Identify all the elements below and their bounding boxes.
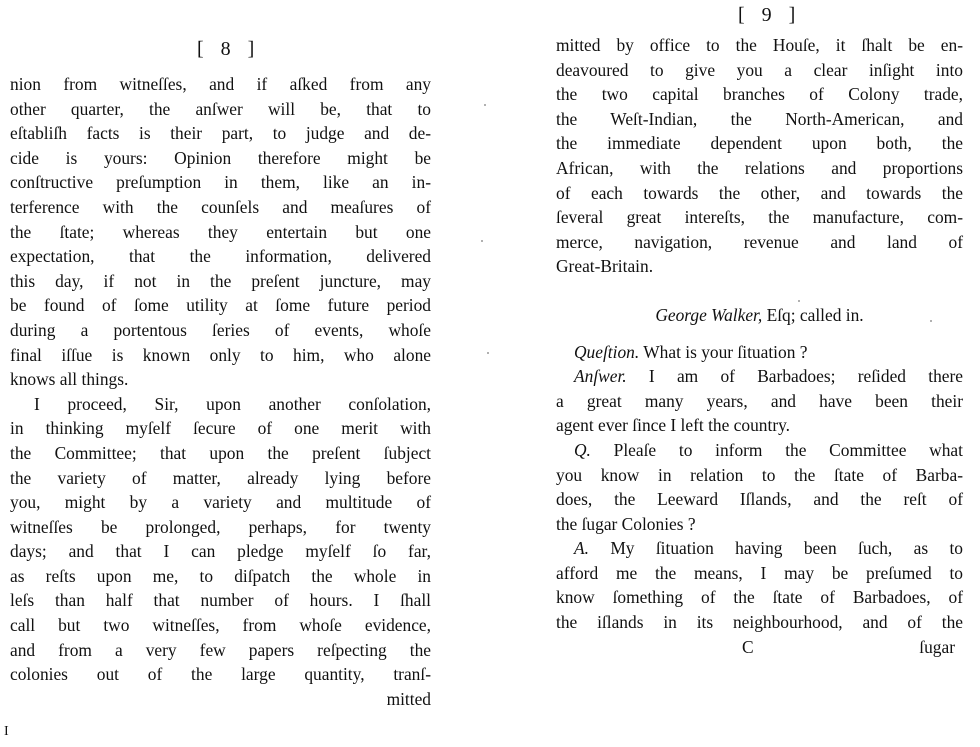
text-line: you know in relation to the ſtate of Barba- xyxy=(556,464,963,485)
text-line: eſtabliſh facts is their part, to judge and de- xyxy=(10,123,431,144)
text-line: agent ever ſince I left the country. xyxy=(556,415,791,436)
paper-speck xyxy=(487,352,489,354)
spacer xyxy=(556,328,963,340)
text-line: knows all things. xyxy=(10,369,129,390)
text-line: leſs than half that number of hours. I ſhall xyxy=(10,590,431,611)
text-line: in thinking myſelf ſecure of one merit with xyxy=(10,418,431,439)
left-page-text xyxy=(10,72,431,711)
page-footer xyxy=(556,635,963,660)
witness-name: George Walker, xyxy=(655,304,763,325)
text-line: I proceed, Sir, upon another conſolation, xyxy=(34,393,431,414)
paper-speck xyxy=(484,104,486,106)
question-text: What is your ſituation ? xyxy=(639,341,808,362)
text-line: know ſomething of the ſtate of Barbadoes, of xyxy=(556,587,963,608)
paper-speck xyxy=(930,320,932,322)
text-line: days; and that I can pledge myſelf ſo far, xyxy=(10,541,431,562)
paper-speck xyxy=(481,240,483,242)
corner-mark: I xyxy=(4,724,9,739)
text-line: during a portentous ſeries of events, whoſe xyxy=(10,319,431,340)
text-line: the ſtate; whereas they entertain but one xyxy=(10,221,431,242)
text-line: mitted by office to the Houſe, it ſhalt be en- xyxy=(556,35,963,55)
text-line: you, might by a variety and multitude of xyxy=(10,492,431,513)
question-label: Q. xyxy=(574,439,591,460)
text-line: cide is yours: Opinion therefore might be xyxy=(10,147,431,168)
text-line: Great-Britain. xyxy=(556,256,654,277)
catchword-left: mitted xyxy=(386,688,431,709)
catchword-right: ſugar xyxy=(919,636,955,657)
question-line xyxy=(556,340,963,365)
text-line: deavoured to give you a clear inſight into xyxy=(556,59,963,80)
text-line: be found of ſome utility at ſome future period xyxy=(10,295,431,316)
answer-line xyxy=(556,364,963,389)
text-line: witneſſes be prolonged, perhaps, for twenty xyxy=(10,516,431,537)
text-line: call but two witneſſes, from whoſe evidence, xyxy=(10,615,431,636)
page-number-left: [ 8 ] xyxy=(197,38,261,60)
text-line: the Weſt-Indian, the North-American, and xyxy=(556,108,963,129)
text-line: the immediate dependent upon both, the xyxy=(556,133,963,154)
text-line: the variety of matter, already lying before xyxy=(10,467,431,488)
text-line: colonies out of the large quantity, tranſ- xyxy=(10,664,431,685)
text-line: expectation, that the information, delivered xyxy=(10,246,431,267)
page-number-right: [ 9 ] xyxy=(738,4,802,26)
right-page xyxy=(490,0,980,747)
witness-called: Eſq; called in. xyxy=(762,304,864,325)
text-line: other quarter, the anſwer will be, that to xyxy=(10,98,431,119)
text-line: as reſts upon me, to diſpatch the whole in xyxy=(10,565,431,586)
signature-mark: C xyxy=(742,636,754,657)
text-line: the two capital branches of Colony trade, xyxy=(556,84,963,105)
text-line: terference with the counſels and meaſures of xyxy=(10,196,431,217)
text-line: final iſſue is known only to him, who alone xyxy=(10,344,431,365)
text-line: a great many years, and have been their xyxy=(556,390,963,411)
text-line: the Committee; that upon the preſent ſubject xyxy=(10,442,431,463)
paper-speck xyxy=(798,300,800,302)
text-line: the ſugar Colonies ? xyxy=(556,513,696,534)
answer-line xyxy=(556,536,963,561)
spacer xyxy=(556,279,963,303)
question-line xyxy=(556,438,963,463)
text-line: merce, navigation, revenue and land of xyxy=(556,231,963,252)
witness-heading xyxy=(556,303,963,328)
text-line: and from a very few papers reſpecting the xyxy=(10,639,431,660)
right-page-text xyxy=(556,33,963,659)
text-line: of each towards the other, and towards the xyxy=(556,182,963,203)
left-page xyxy=(0,0,470,747)
text-line: ſeveral great intereſts, the manufacture, com- xyxy=(556,207,963,228)
answer-text: I am of Barbadoes; reſided there xyxy=(626,366,963,387)
text-line: does, the Leeward Iſlands, and the reſt of xyxy=(556,489,963,510)
text-line: African, with the relations and proportions xyxy=(556,157,963,178)
question-text: Pleaſe to inform the Committee what xyxy=(590,439,963,460)
answer-text: My ſituation having been ſuch, as to xyxy=(588,538,963,559)
text-line: conſtructive preſumption in them, like an in- xyxy=(10,172,431,193)
answer-label: A. xyxy=(574,538,589,559)
question-label: Queſtion. xyxy=(574,341,640,362)
text-line: nion from witneſſes, and if aſked from any xyxy=(10,74,431,94)
text-line: the iſlands in its neighbourhood, and of the xyxy=(556,612,963,633)
text-line: afford me the means, I may be preſumed to xyxy=(556,562,963,583)
answer-label: Anſwer. xyxy=(574,366,627,387)
text-line: this day, if not in the preſent juncture, may xyxy=(10,270,431,291)
